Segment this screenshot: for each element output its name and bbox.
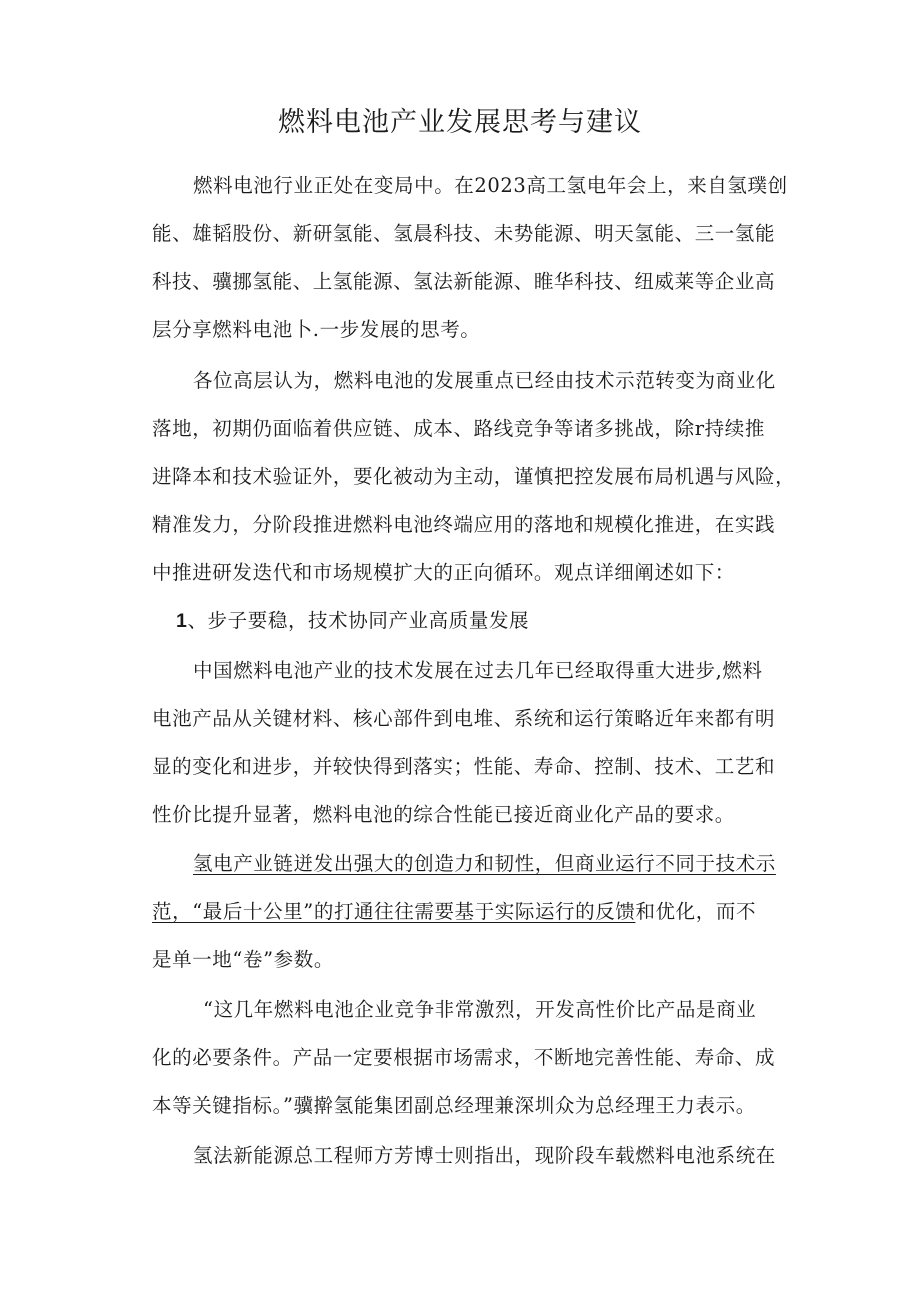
paragraph-4-line-3: 是单一地“卷”参数。 (152, 948, 334, 971)
paragraph-2-line-3: 进降本和技术验证外，要化被动为主动，谨慎把控发展布局机遇与风险， (152, 465, 796, 488)
section-heading-1 (176, 605, 806, 633)
paragraph-1-line-1: 燃料电池行业正处在变局中。在2023高工氢电年会上，来自氢璞创 (193, 174, 788, 197)
paragraph-4-line-1: 氢电产业链迸发出强大的创造力和韧性，但商业运行不同于技术示 (193, 852, 776, 875)
section-heading-text: 、步子要稳，技术协同产业高质量发展 (187, 609, 530, 632)
paragraph-3-line-1: 中国燃料电池产业的技术发展在过去几年已经取得重大进步,燃料 (193, 659, 763, 682)
paragraph-6-line-1: 氢法新能源总工程师方芳博士则指出，现阶段车载燃料电池系统在 (193, 1144, 776, 1167)
paragraph-5-line-1: “这几年燃料电池企业竞争非常激烈，开发高性价比产品是商业 (203, 998, 757, 1021)
paragraph-1-line-4: 层分享燃料电池卜.一步发展的思考。 (152, 318, 481, 341)
paragraph-1-line-3: 科技、骥挪氢能、上氢能源、氢法新能源、睢华科技、纽威莱等企业高 (152, 270, 776, 293)
paragraph-3-line-4: 性价比提升显著，燃料电池的综合性能已接近商业化产品的要求。 (152, 803, 735, 826)
section-heading-number: 1 (176, 610, 188, 632)
paragraph-2-line-5: 中推进研发迭代和市场规模扩大的正向循环。观点详细阐述如下： (152, 561, 735, 584)
paragraph-2-line-2: 落地，初期仍面临着供应链、成本、路线竞争等诸多挑战，除r持续推 (152, 417, 765, 440)
paragraph-3-line-3: 显的变化和进步，并较快得到落实；性能、寿命、控制、技术、工艺和 (152, 755, 776, 778)
paragraph-2-line-4: 精准发力，分阶段推进燃料电池终端应用的落地和规模化推进，在实践 (152, 513, 776, 536)
paragraph-4-line-2 (152, 896, 782, 924)
paragraph-5-line-3: 本等关键指标。”骥擀氢能集团副总经理兼深圳众为总经理王力表示。 (152, 1094, 756, 1117)
paragraph-4-text: 和优化，而不 (635, 900, 757, 923)
paragraph-1-line-2: 能、雄韬股份、新研氢能、氢晨科技、未势能源、明天氢能、三一氢能 (152, 222, 776, 245)
paragraph-5-line-2: 化的必要条件。产品一定要根据市场需求，不断地完善性能、寿命、成 (152, 1046, 776, 1069)
document-title: 燃料电池产业发展思考与建议 (278, 107, 642, 138)
paragraph-4-underlined-text: 范，“最后十公里”的打通往往需要基于实际运行的反馈 (152, 900, 636, 923)
paragraph-2-line-1: 各位高层认为，燃料电池的发展重点已经由技术示范转变为商业化 (193, 369, 776, 392)
paragraph-3-line-2: 电池产品从关键材料、核心部件到电堆、系统和运行策略近年来都有明 (152, 707, 776, 730)
